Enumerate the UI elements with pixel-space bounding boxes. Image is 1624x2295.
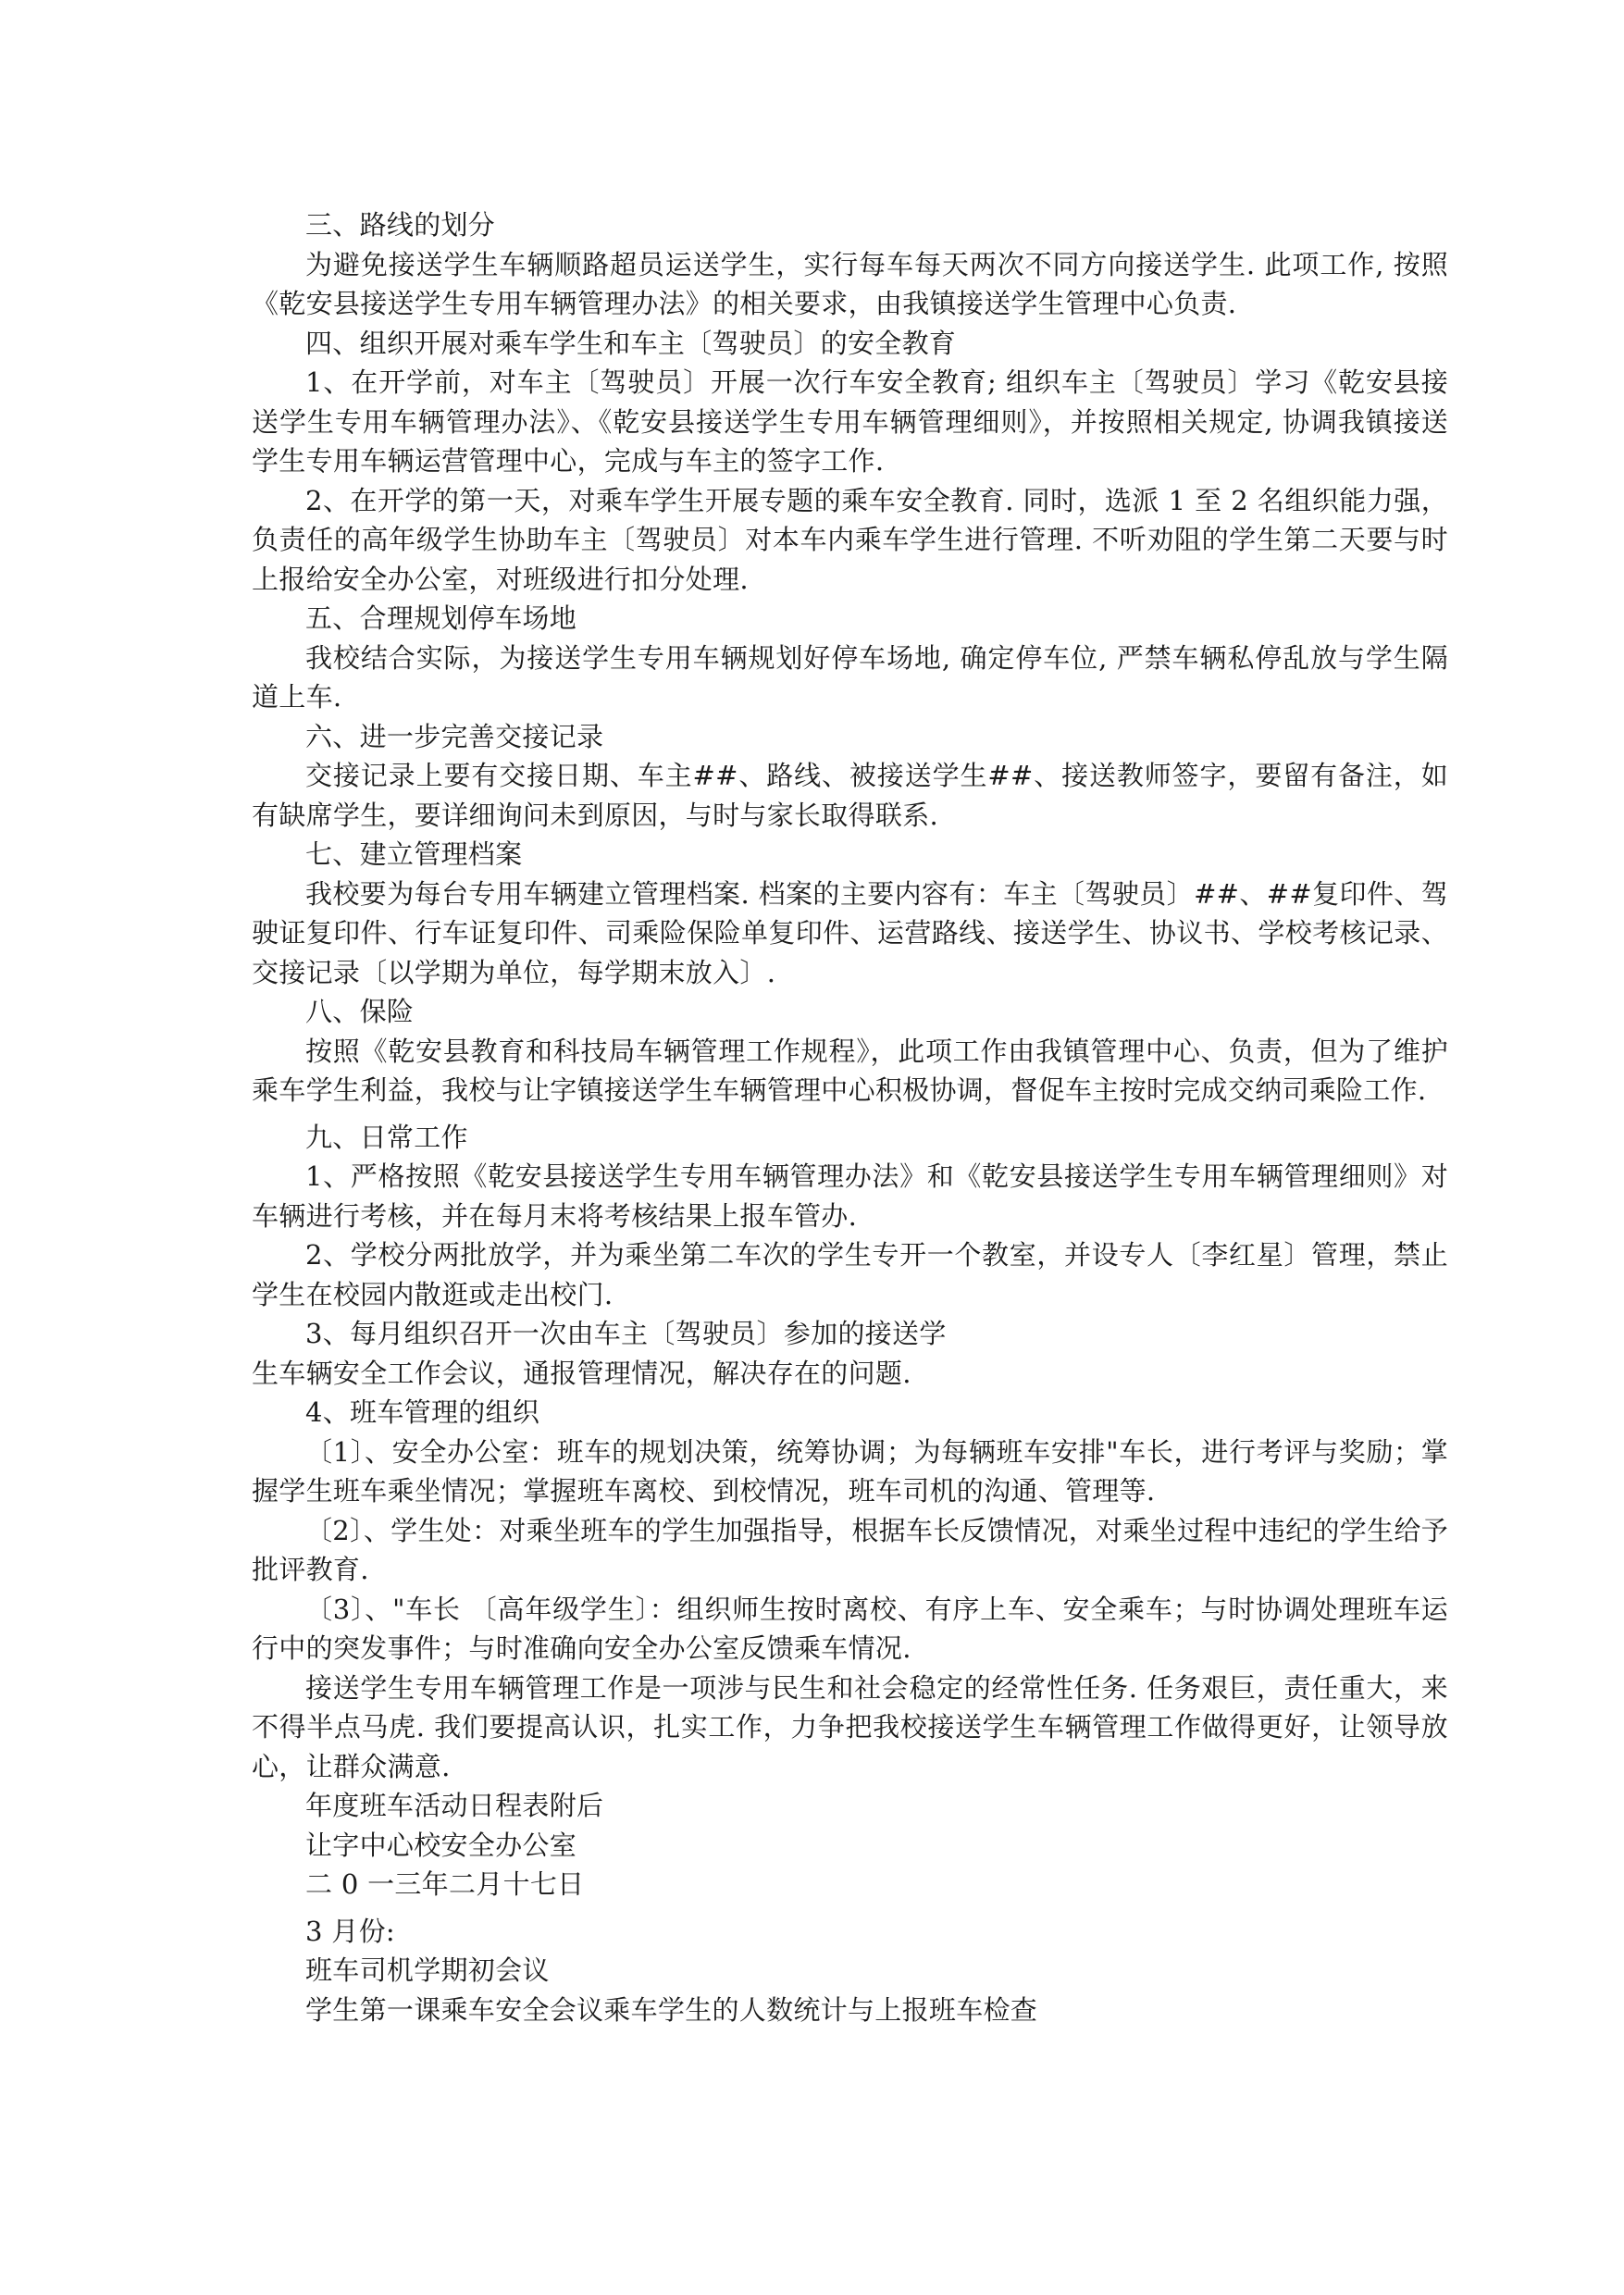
paragraph-organization-3: 〔3〕、"车长 〔高年级学生〕：组织师生按时离校、有序上车、安全乘车；与时协调处理班车运行中的突发事件；与时准确向安全办公室反馈乘车情况. <box>252 1593 1448 1664</box>
paragraph-parking: 我校结合实际，为接送学生专用车辆规划好停车场地, 确定停车位, 严禁车辆私停乱放与学生隔道上车. <box>252 641 1448 713</box>
schedule-item-2: 学生第一课乘车安全会议乘车学生的人数统计与上报班车检查 <box>305 1993 1038 2026</box>
signature-office: 让字中心校安全办公室 <box>305 1829 577 1861</box>
paragraph-daily-work-3: 3、每月组织召开一次由车主〔驾驶员〕参加的接送学 <box>305 1318 947 1349</box>
note-schedule-attached: 年度班车活动日程表附后 <box>305 1790 604 1821</box>
paragraph-daily-work-2: 2、学校分两批放学，并为乘坐第二车次的学生专开一个教室，并设专人〔李红星〕管理，禁止学生在校园内散逛或走出校门. <box>252 1239 1448 1310</box>
paragraph-conclusion: 接送学生专用车辆管理工作是一项涉与民生和社会稳定的经常性任务. 任务艰巨，责任重大，来不得半点马虎. 我们要提高认识，扎实工作，力争把我校接送学生车辆管理工作做得更好，让领导放心，让群众满意. <box>252 1671 1448 1782</box>
paragraph-daily-work-1: 1、严格按照《乾安县接送学生专用车辆管理办法》和《乾安县接送学生专用车辆管理细则》对车辆进行考核，并在每月末将考核结果上报车管办. <box>252 1160 1448 1232</box>
section-heading-insurance: 八、保险 <box>305 996 415 1027</box>
schedule-month: 3 月份: <box>305 1915 395 1947</box>
paragraph-safety-education-2: 2、在开学的第一天，对乘车学生开展专题的乘车安全教育. 同时，选派 1 至 2 名组织能力强，负责任的高年级学生协助车主〔驾驶员〕对本车内乘车学生进行管理. 不听劝阻的学生第二天要与时上报给安全办公室，对班级进行扣分处理. <box>252 484 1448 595</box>
paragraph-organization-2: 〔2〕、学生处：对乘坐班车的学生加强指导，根据车长反馈情况，对乘坐过程中违纪的学生给予批评教育. <box>252 1514 1448 1585</box>
section-heading-handover-records: 六、进一步完善交接记录 <box>305 720 604 752</box>
section-heading-route-division: 三、路线的划分 <box>305 209 496 241</box>
document-body <box>252 205 1448 2029</box>
schedule-item-1: 班车司机学期初会议 <box>305 1954 550 1986</box>
section-heading-archives: 七、建立管理档案 <box>305 838 523 870</box>
paragraph-daily-work-4: 4、班车管理的组织 <box>305 1396 540 1428</box>
section-heading-daily-work: 九、日常工作 <box>305 1121 468 1153</box>
section-heading-safety-education: 四、组织开展对乘车学生和车主〔驾驶员〕的安全教育 <box>305 327 957 359</box>
paragraph-organization-1: 〔1〕、安全办公室：班车的规划决策，统筹协调；为每辆班车安排"车长，进行考评与奖励；掌握学生班车乘坐情况；掌握班车离校、到校情况，班车司机的沟通、管理等. <box>252 1435 1448 1507</box>
paragraph-handover-records: 交接记录上要有交接日期、车主##、路线、被接送学生##、接送教师签字，要留有备注，如有缺席学生，要详细询问未到原因，与时与家长取得联系. <box>252 760 1448 831</box>
section-heading-parking: 五、合理规划停车场地 <box>305 602 577 634</box>
paragraph-insurance: 按照《乾安县教育和科技局车辆管理工作规程》，此项工作由我镇管理中心、负责，但为了维护乘车学生利益，我校与让字镇接送学生车辆管理中心积极协调，督促车主按时完成交纳司乘险工作. <box>252 1035 1448 1106</box>
paragraph-safety-education-1: 1、在开学前，对车主〔驾驶员〕开展一次行车安全教育; 组织车主〔驾驶员〕学习《乾安县接送学生专用车辆管理办法》、《乾安县接送学生专用车辆管理细则》，并按照相关规定, 协调我镇接送学生专用车辆运营管理中心，完成与车主的签字工作. <box>252 366 1448 477</box>
paragraph-route-division: 为避免接送学生车辆顺路超员运送学生，实行每车每天两次不同方向接送学生. 此项工作, 按照《乾安县接送学生专用车辆管理办法》的相关要求，由我镇接送学生管理中心负责. <box>252 248 1448 319</box>
paragraph-archives: 我校要为每台专用车辆建立管理档案. 档案的主要内容有：车主〔驾驶员〕##、##复印件、驾驶证复印件、行车证复印件、司乘险保险单复印件、运营路线、接送学生、协议书、学校考核记录、交接记录〔以学期为单位，每学期末放入〕. <box>252 877 1448 988</box>
signature-date: 二 0 一三年二月十七日 <box>305 1868 585 1900</box>
paragraph-daily-work-3-continued: 生车辆安全工作会议，通报管理情况，解决存在的问题. <box>252 1357 911 1389</box>
